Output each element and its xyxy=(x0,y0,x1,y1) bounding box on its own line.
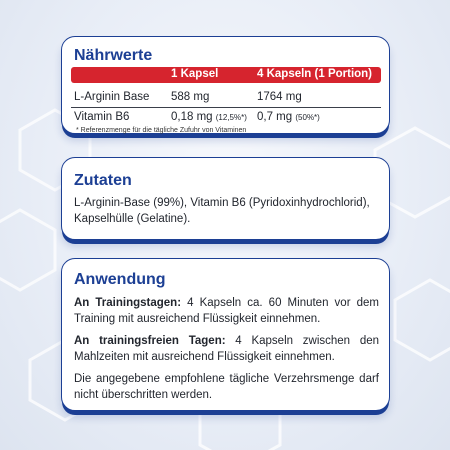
table-divider xyxy=(71,107,381,108)
row-value-one xyxy=(171,111,247,123)
row-value-one xyxy=(171,91,209,103)
zutaten-card xyxy=(61,157,390,240)
zutaten-title: Zutaten xyxy=(74,172,132,189)
footnote: * Referenzmenge für die tägliche Zufuhr von Vitaminen xyxy=(76,127,247,134)
header-col-4-kapseln: 4 Kapseln (1 Portion) xyxy=(257,68,373,80)
value-one: 588 mg xyxy=(171,91,210,103)
value-four: 1764 mg xyxy=(257,91,302,103)
anwendung-trainingstage xyxy=(74,295,379,327)
trainingsfrei-label: An trainingsfreien Tagen: xyxy=(74,335,226,347)
naehrwerte-title: Nährwerte xyxy=(74,47,153,64)
value-one-ref: (12,5%*) xyxy=(215,113,247,122)
value-one: 0,18 mg xyxy=(171,111,213,123)
naehrwerte-card xyxy=(61,36,390,134)
trainingstage-text: 4 Kapseln ca. 60 Minuten vor dem Training mit ausreichend Flüssigkeit einnehmen. xyxy=(74,297,379,325)
trainingsfrei-text: 4 Kapseln zwischen den Mahlzeiten mit ausreichend Flüssigkeit einnehmen. xyxy=(74,335,379,363)
value-four-ref: (50%*) xyxy=(295,113,320,122)
header-col-1-kapsel: 1 Kapsel xyxy=(171,68,219,80)
anwendung-card xyxy=(61,258,390,411)
anwendung-hinweis: Die angegebene empfohlene tägliche Verzehrsmenge darf nicht überschritten werden. xyxy=(74,373,379,401)
anwendung-trainingsfrei xyxy=(74,333,379,365)
row-name: Vitamin B6 xyxy=(74,111,130,123)
row-value-four xyxy=(257,91,302,103)
row-name: L-Arginin Base xyxy=(74,91,150,103)
zutaten-text: L-Arginin-Base (99%), Vitamin B6 (Pyridoxinhydrochlorid), Kapselhülle (Gelatine). xyxy=(74,197,370,225)
value-four: 0,7 mg xyxy=(257,111,293,123)
anwendung-title: Anwendung xyxy=(74,271,166,288)
row-value-four xyxy=(257,111,320,123)
nutrition-table-header xyxy=(71,67,381,83)
trainingstage-label: An Trainingstagen: xyxy=(74,297,182,309)
